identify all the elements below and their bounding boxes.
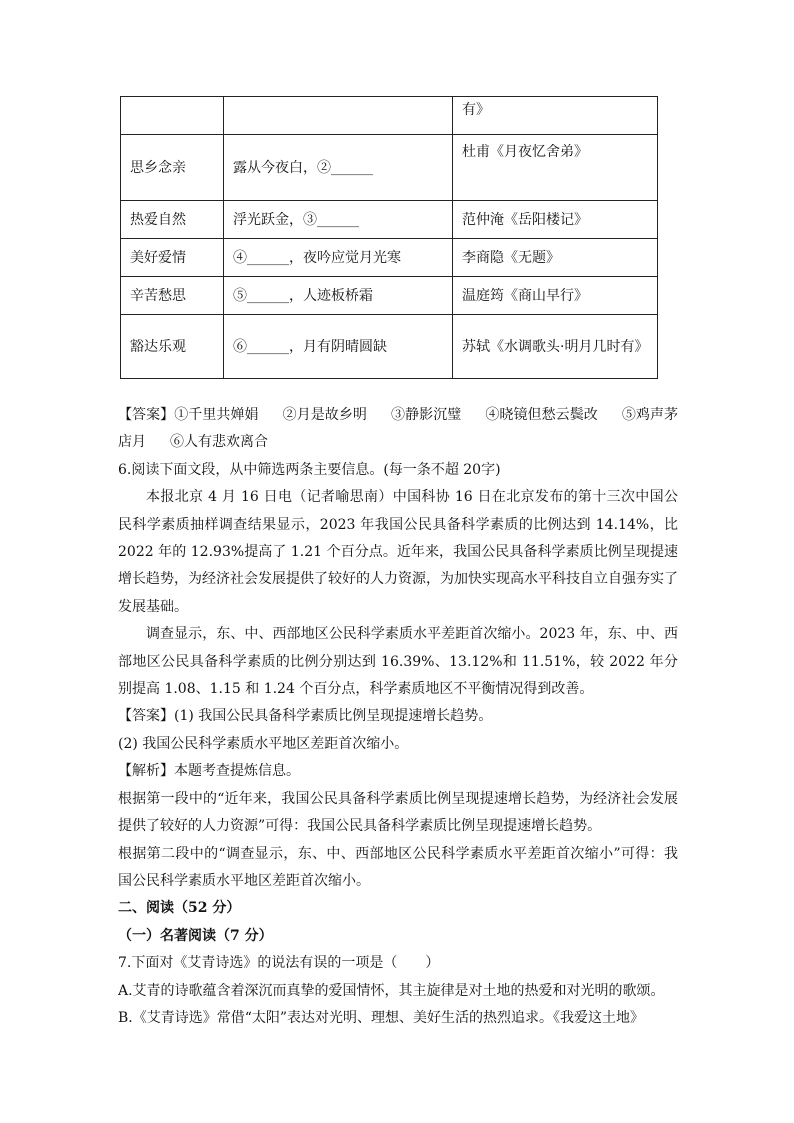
section-heading: 二、阅读（52 分） (118, 900, 241, 917)
passage-paragraph-2: 调查显示，东、中、西部地区公民科学素质水平差距首次缩小。2023 年，东、中、西部地区公民具备科学素质的比例分别达到 16.39%、13.12%和 11.51%，较 2022 年分别提高 1.08、1.15 和 1.24 个百分点，科学素质地区不平衡情况得到改善。 (118, 626, 678, 698)
answer-label: 【答案】 (118, 708, 174, 725)
source-cell: 有》 (453, 97, 658, 135)
analysis-6: 【解析】本题考查提炼信息。 (118, 763, 300, 780)
option-b: B.《艾青诗选》常借“太阳”表达对光明、理想、美好生活的热烈追求。《我爱这土地》 (118, 1009, 645, 1026)
table-row (121, 277, 658, 315)
analysis-label: 【解析】 (118, 763, 174, 780)
theme-cell (121, 97, 224, 135)
poetry-table (120, 96, 658, 379)
answer-6-item-2: (2) 我国公民科学素质水平地区差距首次缩小。 (118, 735, 409, 752)
passage-paragraph-1: 本报北京 4 月 16 日电（记者喻思南）中国科协 16 日在北京发布的第十三次中国公民科学素质抽样调查结果显示，2023 年我国公民具备科学素质的比例达到 14.14%，比 2022 年的 12.93%提高了 1.21 个百分点。近年来，我国公民具备科学素质比例呈现提速增长趋势，为经济社会发展提供了较好的人力资源，为加快实现高水平科技自立自强夯实了发展基础。 (118, 489, 678, 615)
table-row (121, 201, 658, 239)
table-row (121, 239, 658, 277)
option-a: A.艾青的诗歌蕴含着深沉而真挚的爱国情怀，其主旋律是对土地的热爱和对光明的歌颂。 (118, 982, 665, 999)
subsection-heading: （一）名著阅读（7 分） (118, 927, 273, 944)
line-cell (224, 97, 453, 135)
analysis-basis-1: 根据第一段中的“近年来，我国公民具备科学素质比例呈现提速增长趋势，为经济社会发展提供了较好的人力资源”可得：我国公民具备科学素质比例呈现提速增长趋势。 (118, 790, 678, 835)
theme-cell: 辛苦愁思 (121, 277, 224, 315)
analysis-basis-2: 根据第二段中的“调查显示，东、中、西部地区公民科学素质水平差距首次缩小”可得：我国公民科学素质水平地区差距首次缩小。 (118, 845, 678, 889)
answer-5: 【答案】①千里共婵娟 ②月是故乡明 ③静影沉璧 ④晓镜但愁云鬓改 ⑤鸡声茅店月 ⑥人有悲欢离合 (118, 407, 679, 451)
line-cell: 露从今夜白，②______ (224, 135, 453, 201)
source-cell: 苏轼《水调歌头·明月几时有》 (453, 315, 658, 379)
answer-6: 【答案】(1) 我国公民具备科学素质比例呈现提速增长趋势。 (118, 708, 493, 725)
table-row (121, 315, 658, 379)
question-7-stem: 7.下面对《艾青诗选》的说法有误的一项是（ ） (118, 955, 440, 972)
answer-label: 【答案】 (118, 407, 175, 423)
theme-cell: 豁达乐观 (121, 315, 224, 379)
source-cell: 李商隐《无题》 (453, 239, 658, 277)
table-row (121, 135, 658, 201)
theme-cell: 热爱自然 (121, 201, 224, 239)
table-row (121, 97, 658, 135)
line-cell: ⑥______，月有阴晴圆缺 (224, 315, 453, 379)
line-cell: ⑤______，人迹板桥霜 (224, 277, 453, 315)
theme-cell: 思乡念亲 (121, 135, 224, 201)
source-cell: 温庭筠《商山早行》 (453, 277, 658, 315)
theme-cell: 美好爱情 (121, 239, 224, 277)
line-cell: 浮光跃金，③______ (224, 201, 453, 239)
line-cell: ④______，夜吟应觉月光寒 (224, 239, 453, 277)
question-6-stem: 6.阅读下面文段，从中筛选两条主要信息。(每一条不超 20字) (118, 461, 501, 478)
document-body (118, 402, 678, 1032)
source-cell: 范仲淹《岳阳楼记》 (453, 201, 658, 239)
source-cell: 杜甫《月夜忆舍弟》 (453, 135, 658, 201)
